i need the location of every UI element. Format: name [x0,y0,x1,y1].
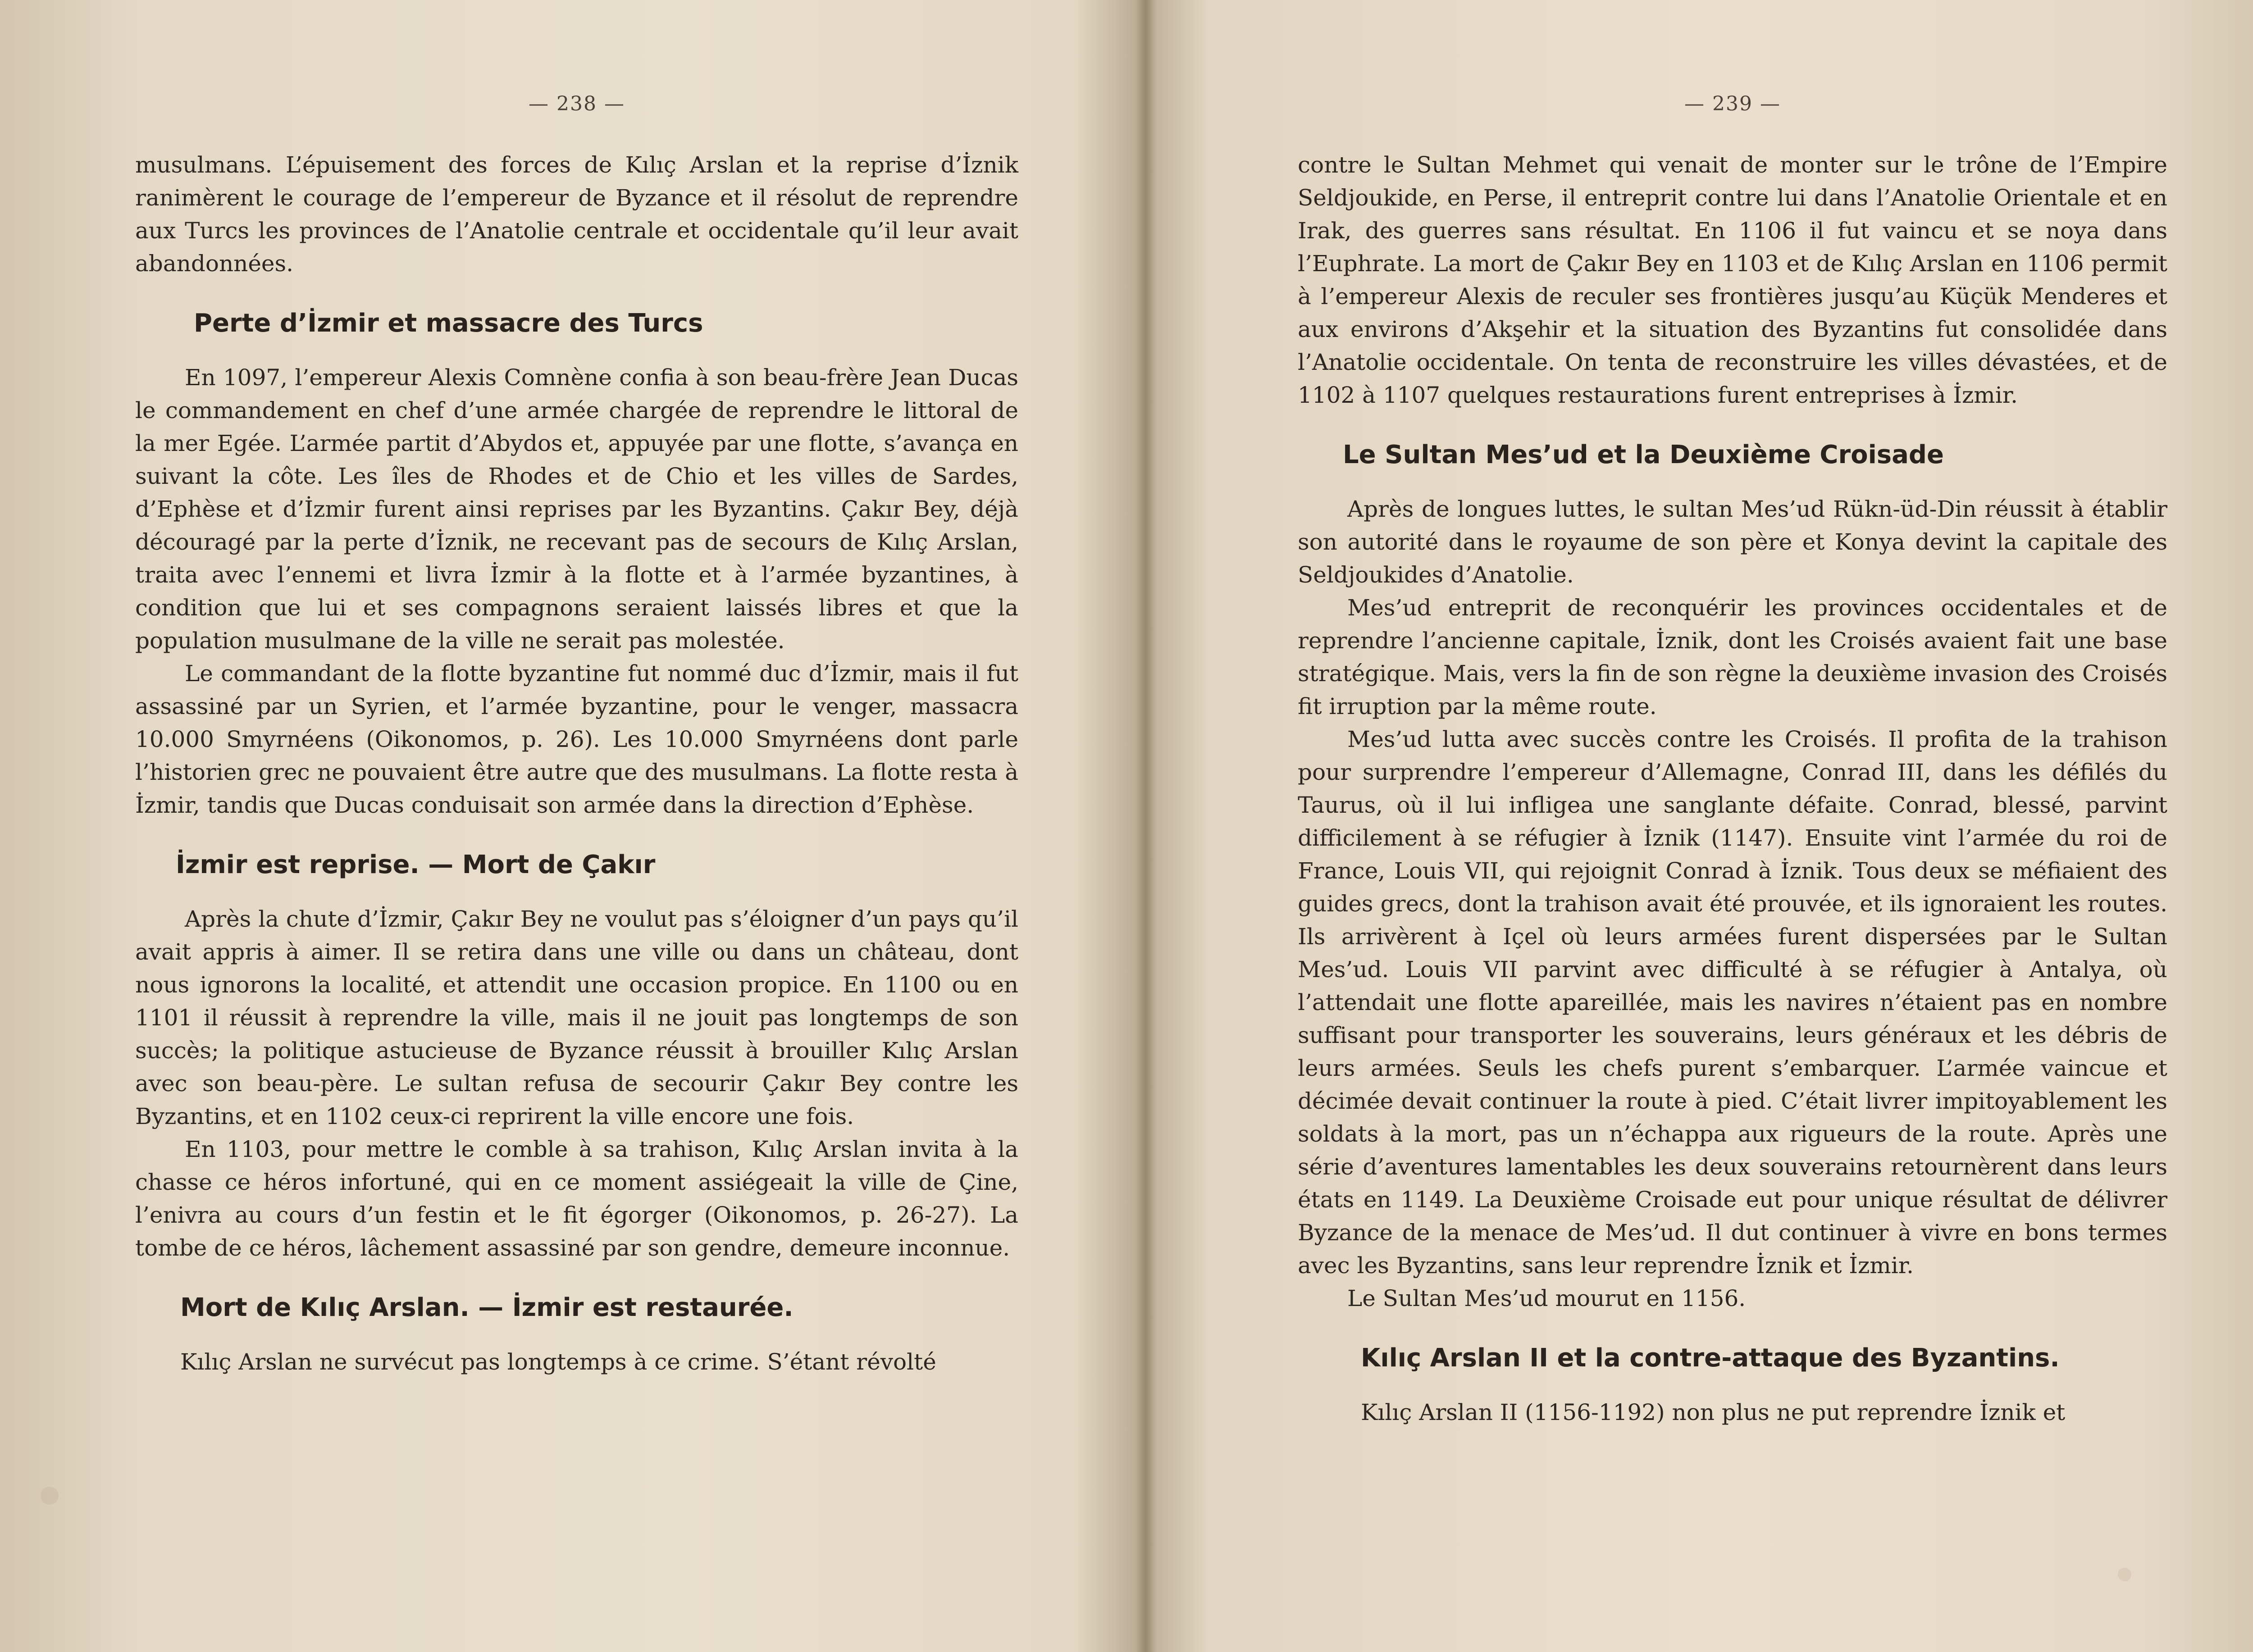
paragraph: En 1097, l’empereur Alexis Comnène confia à son beau-frère Jean Ducas le commandement en chef d’une armée chargée de reprendre le littoral de la mer Egée. L’armée partit d’Abydos et, appuyée par une flotte, s’avança en suivant la côte. Les îles de Rhodes et de Chio et les villes de Sardes, d’Ephèse et d’İzmir furent ainsi reprises par les Byzantins. Çakır Bey, déjà découragé par la perte d’İznik, ne recevant pas de secours de Kılıç Arslan, traita avec l’ennemi et livra İzmir à la flotte et à l’armée byzantines, à condition que lui et ses compagnons seraient laissés libres et que la population musulmane de la ville ne serait pas molestée. [135,364,1018,654]
paragraph: Mes’ud entreprit de reconquérir les provinces occidentales et de reprendre l’ancienne capitale, İznik, dont les Croisés avaient fait une base stratégique. Mais, vers la fin de son règne la deuxième invasion des Croisés fit irruption par la même route. [1298,595,2167,719]
paragraph: Le Sultan Mes’ud mourut en 1156. [1347,1285,1746,1311]
paragraph: Kılıç Arslan II (1156-1192) non plus ne put reprendre İznik et [1361,1399,2066,1425]
section-heading: Perte d’İzmir et massacre des Turcs [194,309,703,338]
paragraph: Après la chute d’İzmir, Çakır Bey ne voulut pas s’éloigner d’un pays qu’il avait appris à aimer. Il se retira dans une ville ou dans un château, dont nous ignorons la localité, et attendit une occasion propice. En 1100 ou en 1101 il réussit à reprendre la ville, mais il ne jouit pas longtemps de son succès; la politique astucieuse de Byzance réussit à brouiller Kılıç Arslan avec son beau-père. Le sultan refusa de secourir Çakır Bey contre les Byzantins, et en 1102 ceux-ci reprirent la ville encore une fois. [135,906,1018,1129]
section-heading: Kılıç Arslan II et la contre-attaque des Byzantins. [1361,1343,2060,1373]
intro-paragraph: contre le Sultan Mehmet qui venait de monter sur le trône de l’Empire Seldjoukide, en Perse, il entreprit contre lui dans l’Anatolie Orientale et en Irak, des guerres sans résultat. En 1106 il fut vaincu et se noya dans l’Euphrate. La mort de Çakır Bey en 1103 et de Kılıç Arslan en 1106 permit à l’empereur Alexis de reculer ses frontières jusqu’au Küçük Menderes et aux environs d’Akşehir et la situation des Byzantins fut consolidée dans l’Anatolie occidentale. On tenta de reconstruire les villes dévastées, et de 1102 à 1107 quelques restaurations furent entreprises à İzmir. [1298,152,2167,408]
intro-paragraph: musulmans. L’épuisement des forces de Kılıç Arslan et la reprise d’İznik ranimèrent le courage de l’empereur de Byzance et il résolut de reprendre aux Turcs les provinces de l’Anatolie centrale et occidentale qu’il leur avait abandonnées. [135,152,1018,277]
page-number: — 239 — [1684,92,1781,115]
right-page-text [1298,149,2167,1429]
paragraph: Le commandant de la flotte byzantine fut nommé duc d’İzmir, mais il fut assassiné par un Syrien, et l’armée byzantine, pour le venger, massacra 10.000 Smyrnéens (Oikonomos, p. 26). Les 10.000 Smyrnéens dont parle l’historien grec ne pouvaient être autre que des musulmans. La flotte resta à İzmir, tandis que Ducas conduisait son armée dans la direction d’Ephèse. [135,660,1018,818]
book-spine [1136,0,1156,1652]
section-heading: Mort de Kılıç Arslan. — İzmir est restaurée. [180,1293,794,1322]
paragraph: Mes’ud lutta avec succès contre les Croisés. Il profita de la trahison pour surprendre l’empereur d’Allemagne, Conrad III, dans les défilés du Taurus, où il lui infligea une sanglante défaite. Conrad, blessé, parvint difficilement à se réfugier à İznik (1147). Ensuite vint l’armée du roi de France, Louis VII, qui rejoignit Conrad à İznik. Tous deux se méfiaient des guides grecs, dont la trahison avait été prouvée, et ils ignoraient les routes. Ils arrivèrent à Içel où leurs armées furent dispersées par le Sultan Mes’ud. Louis VII parvint avec difficulté à se réfugier à Antalya, où l’attendait une flotte apareillée, mais les navires n’étaient pas en nombre suffisant pour transporter les souverains, leurs généraux et les débris de leurs armées. Seuls les chefs purent s’embarquer. L’armée vaincue et décimée devait continuer la route à pied. C’était livrer impitoyablement les soldats à la mort, pas un n’échappa aux rigueurs de la route. Après une série d’aventures lamentables les deux souverains retournèrent dans leurs états en 1149. La Deuxième Croisade eut pour unique résultat de délivrer Byzance de la menace de Mes’ud. Il dut continuer à vivre en bons termes avec les Byzantins, sans leur reprendre İznik et İzmir. [1298,726,2167,1279]
paragraph: Kılıç Arslan ne survécut pas longtemps à ce crime. S’étant révolté [180,1349,936,1375]
paper-stain [41,1487,59,1505]
paragraph: Après de longues luttes, le sultan Mes’ud Rükn-üd-Din réussit à établir son autorité dans le royaume de son père et Konya devint la capitale des Seldjoukides d’Anatolie. [1298,496,2167,588]
right-page [1298,0,2167,1652]
section-heading: İzmir est reprise. — Mort de Çakır [176,850,656,879]
left-page-text [135,149,1018,1379]
section-heading: Le Sultan Mes’ud et la Deuxième Croisade [1343,440,1944,469]
left-page [135,0,1018,1652]
paragraph: En 1103, pour mettre le comble à sa trahison, Kılıç Arslan invita à la chasse ce héros infortuné, qui en ce moment assiégeait la ville de Çine, l’enivra au cours d’un festin et le fit égorger (Oikonomos, p. 26-27). La tombe de ce héros, lâchement assassiné par son gendre, demeure inconnue. [135,1136,1018,1261]
page-number: — 238 — [529,92,625,115]
